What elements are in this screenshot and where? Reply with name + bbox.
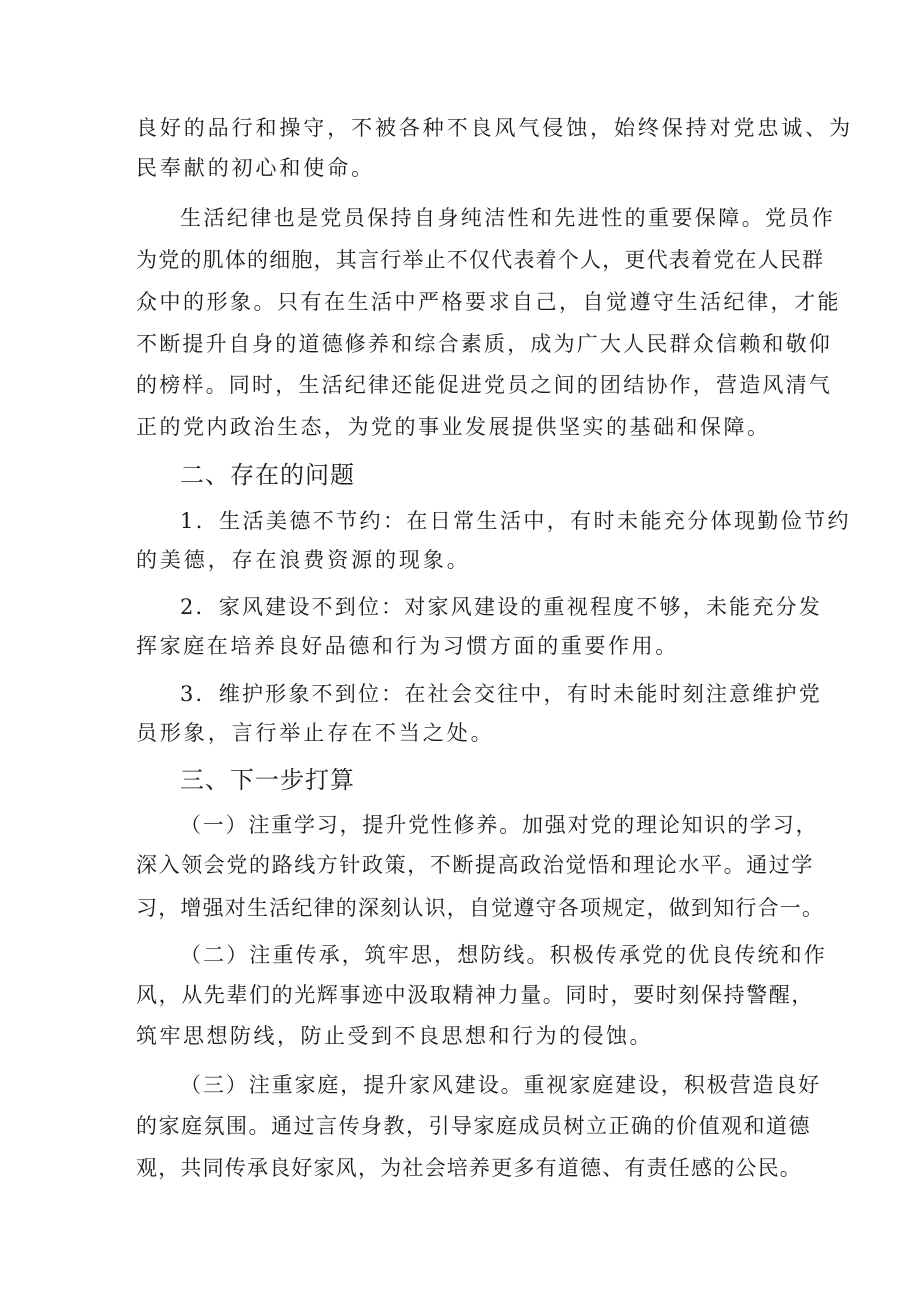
plan2-line-1: （二）注重传承，筑牢思，想防线。积极传承党的优良传统和作 xyxy=(180,943,827,967)
plan1-line-1: （一）注重学习，提升党性修养。加强对党的理论知识的学习， xyxy=(180,813,819,837)
plan1-line-2: 深入领会党的路线方针政策，不断提高政治觉悟和理论水平。通过学 xyxy=(136,853,814,877)
plan3-line-2: 的家庭氛围。通过言传身教，引导家庭成员树立正确的价值观和道德 xyxy=(136,1114,811,1138)
para2-line-3: 众中的形象。只有在生活中严格要求自己，自觉遵守生活纪律，才能 xyxy=(136,290,841,314)
plan3-line-1: （三）注重家庭，提升家风建设。重视家庭建设，积极营造良好 xyxy=(180,1073,822,1097)
issue1-line-2: 的美德，存在浪费资源的现象。 xyxy=(136,548,471,572)
para2-line-6: 正的党内政治生态，为党的事业发展提供坚实的基础和保障。 xyxy=(136,415,771,439)
para1-line-1: 良好的品行和操守，不被各种不良风气侵蚀，始终保持对党忠诚、为 xyxy=(136,116,853,140)
plan3-line-3: 观，共同传承良好家风，为社会培养更多有道德、有责任感的公民。 xyxy=(136,1156,802,1180)
section-heading-issues: 二、存在的问题 xyxy=(180,461,355,489)
plan2-line-3: 筑牢思想防线，防止受到不良思想和行为的侵蚀。 xyxy=(136,1024,653,1048)
para2-line-4: 不断提升自身的道德修养和综合素质，成为广大人民群众信赖和敬仰 xyxy=(136,332,832,356)
para1-line-2: 民奉献的初心和使命。 xyxy=(136,156,375,180)
section-heading-next-steps: 三、下一步打算 xyxy=(180,766,355,794)
plan1-line-3: 习，增强对生活纪律的深刻认识，自觉遵守各项规定，做到知行合一。 xyxy=(136,896,825,920)
issue1-line-1: 1．生活美德不节约：在日常生活中，有时未能充分体现勤俭节约 xyxy=(180,509,851,533)
issue3-line-2: 员形象，言行举止存在不当之处。 xyxy=(136,721,495,745)
para2-line-2: 为党的肌体的细胞，其言行举止不仅代表着个人，更代表着党在人民群 xyxy=(136,248,825,272)
para2-line-1: 生活纪律也是党员保持自身纯洁性和先进性的重要保障。党员作 xyxy=(180,206,836,230)
issue2-line-2: 挥家庭在培养良好品德和行为习惯方面的重要作用。 xyxy=(136,634,679,658)
plan2-line-2: 风，从先辈们的光辉事迹中汲取精神力量。同时，要时刻保持警醒， xyxy=(136,983,814,1007)
issue3-line-1: 3．维护形象不到位：在社会交往中，有时未能时刻注意维护党 xyxy=(180,682,822,706)
issue2-line-1: 2．家风建设不到位：对家风建设的重视程度不够，未能充分发 xyxy=(180,595,822,619)
para2-line-5: 的榜样。同时，生活纪律还能促进党员之间的团结协作，营造风清气 xyxy=(136,373,832,397)
